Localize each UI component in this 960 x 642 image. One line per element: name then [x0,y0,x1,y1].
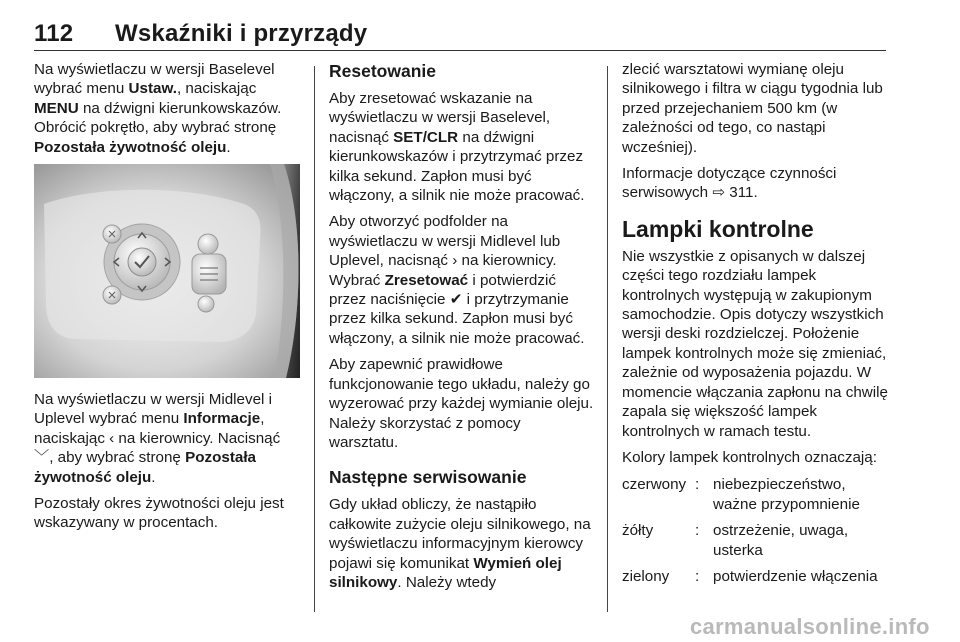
paragraph-next-service: Gdy układ obliczy, że nastąpiło całkowite zużycie oleju silnikowego, na wyświetlaczu informacyjnym kierowcy pojawi się komunikat Wymień olej silnikowy. Należy wtedy [329,496,591,591]
page-header [34,10,886,48]
paragraph-colors-intro: Kolory lampek kontrolnych oznaczają: [622,448,877,466]
paragraph-reset-midlevel: Aby otworzyć podfolder na wyświetlaczu w wersji Midlevel lub Uplevel, nacisnąć › na kierownicy. Wybrać Zresetować i potwierdzić przez naciśnięcie ✔ i przytrzymanie przez kilka sekund. Zapłon musi być włączony, a silnik nie może pracować. [329,213,585,347]
watermark: carmanualsonline.info [690,614,930,639]
paragraph-oil-percentage: Pozostały okres żywotności oleju jest wskazywany w procentach. [34,495,284,532]
paragraph-midlevel-menu: Na wyświetlaczu w wersji Midlevel i Uplevel wybrać menu Informacje, naciskając ‹ na kierownicy. Nacisnąć ﹀, aby wybrać stronę Pozostała żywotność oleju. [34,391,281,486]
heading-resetowanie: Resetowanie [329,61,436,81]
chevron-left-icon: ‹ [109,429,115,447]
page-reference-arrow-icon: ⇨ [712,184,726,202]
table-row: żółty : ostrzeżenie, uwaga, usterka [622,522,849,559]
steering-wheel-figure [34,164,300,378]
table-row: czerwony : niebezpieczeństwo, ważne przypomnienie [622,476,860,513]
page-number: 112 [34,20,74,47]
paragraph-baselevel-menu: Na wyświetlaczu w wersji Baselevel wybrać menu Ustaw., naciskając MENU na dźwigni kierunkowskazów. Obrócić pokrętło, aby wybrać stronę Pozostała żywotność oleju. [34,61,282,156]
checkmark-icon: ✔ [449,291,463,309]
chapter-title: Wskaźniki i przyrządy [115,20,368,47]
header-rule [34,50,886,51]
heading-lampki-kontrolne: Lampki kontrolne [622,215,814,242]
color-meaning-table [622,475,888,593]
column-2 [329,60,594,599]
paragraph-service-continuation: zlecić warsztatowi wymianę oleju silnikowego i filtra w ciągu tygodnia lub przed przejechaniem 500 km (w zależności od tego, co nastąpi wcześniej). [622,61,883,156]
paragraph-service-reference: Informacje dotyczące czynności serwisowych ⇨ 311. [622,165,837,202]
column-1 [34,60,300,540]
chevron-down-icon: ﹀ [34,449,50,467]
column-3 [622,60,888,593]
heading-nastepne-serwisowanie: Następne serwisowanie [329,467,527,488]
paragraph-reset-baselevel: Aby zresetować wskazanie na wyświetlaczu w wersji Baselevel, nacisnąć SET/CLR na dźwigni kierunkowskazów i przytrzymać przez kilka sekund. Zapłon musi być włączony, a silnik nie może pracować. [329,90,585,205]
paragraph-lamps-intro: Nie wszystkie z opisanych w dalszej części tego rozdziału lampek kontrolnych występują w zakupionym samochodzie. Opis dotyczy wszystkich wersji deski rozdzielczej. Położenie lampek kontrolnych może się zmieniać, zależnie od wyposażenia pojazdu. W momencie włączania zapłonu na chwilę zapala się większość lampek kontrolnych w ramach testu. [622,247,888,440]
steering-wheel-controls-icon [34,164,300,378]
column-divider-1 [314,66,315,612]
column-divider-2 [607,66,608,612]
paragraph-reset-advice: Aby zapewnić prawidłowe funkcjonowanie tego układu, należy go wyzerować przy każdej wymianie oleju. Należy skorzystać z pomocy warsztatu. [329,356,594,451]
table-row: zielony : potwierdzenie włączenia [622,567,878,585]
chevron-right-icon: › [452,252,458,270]
